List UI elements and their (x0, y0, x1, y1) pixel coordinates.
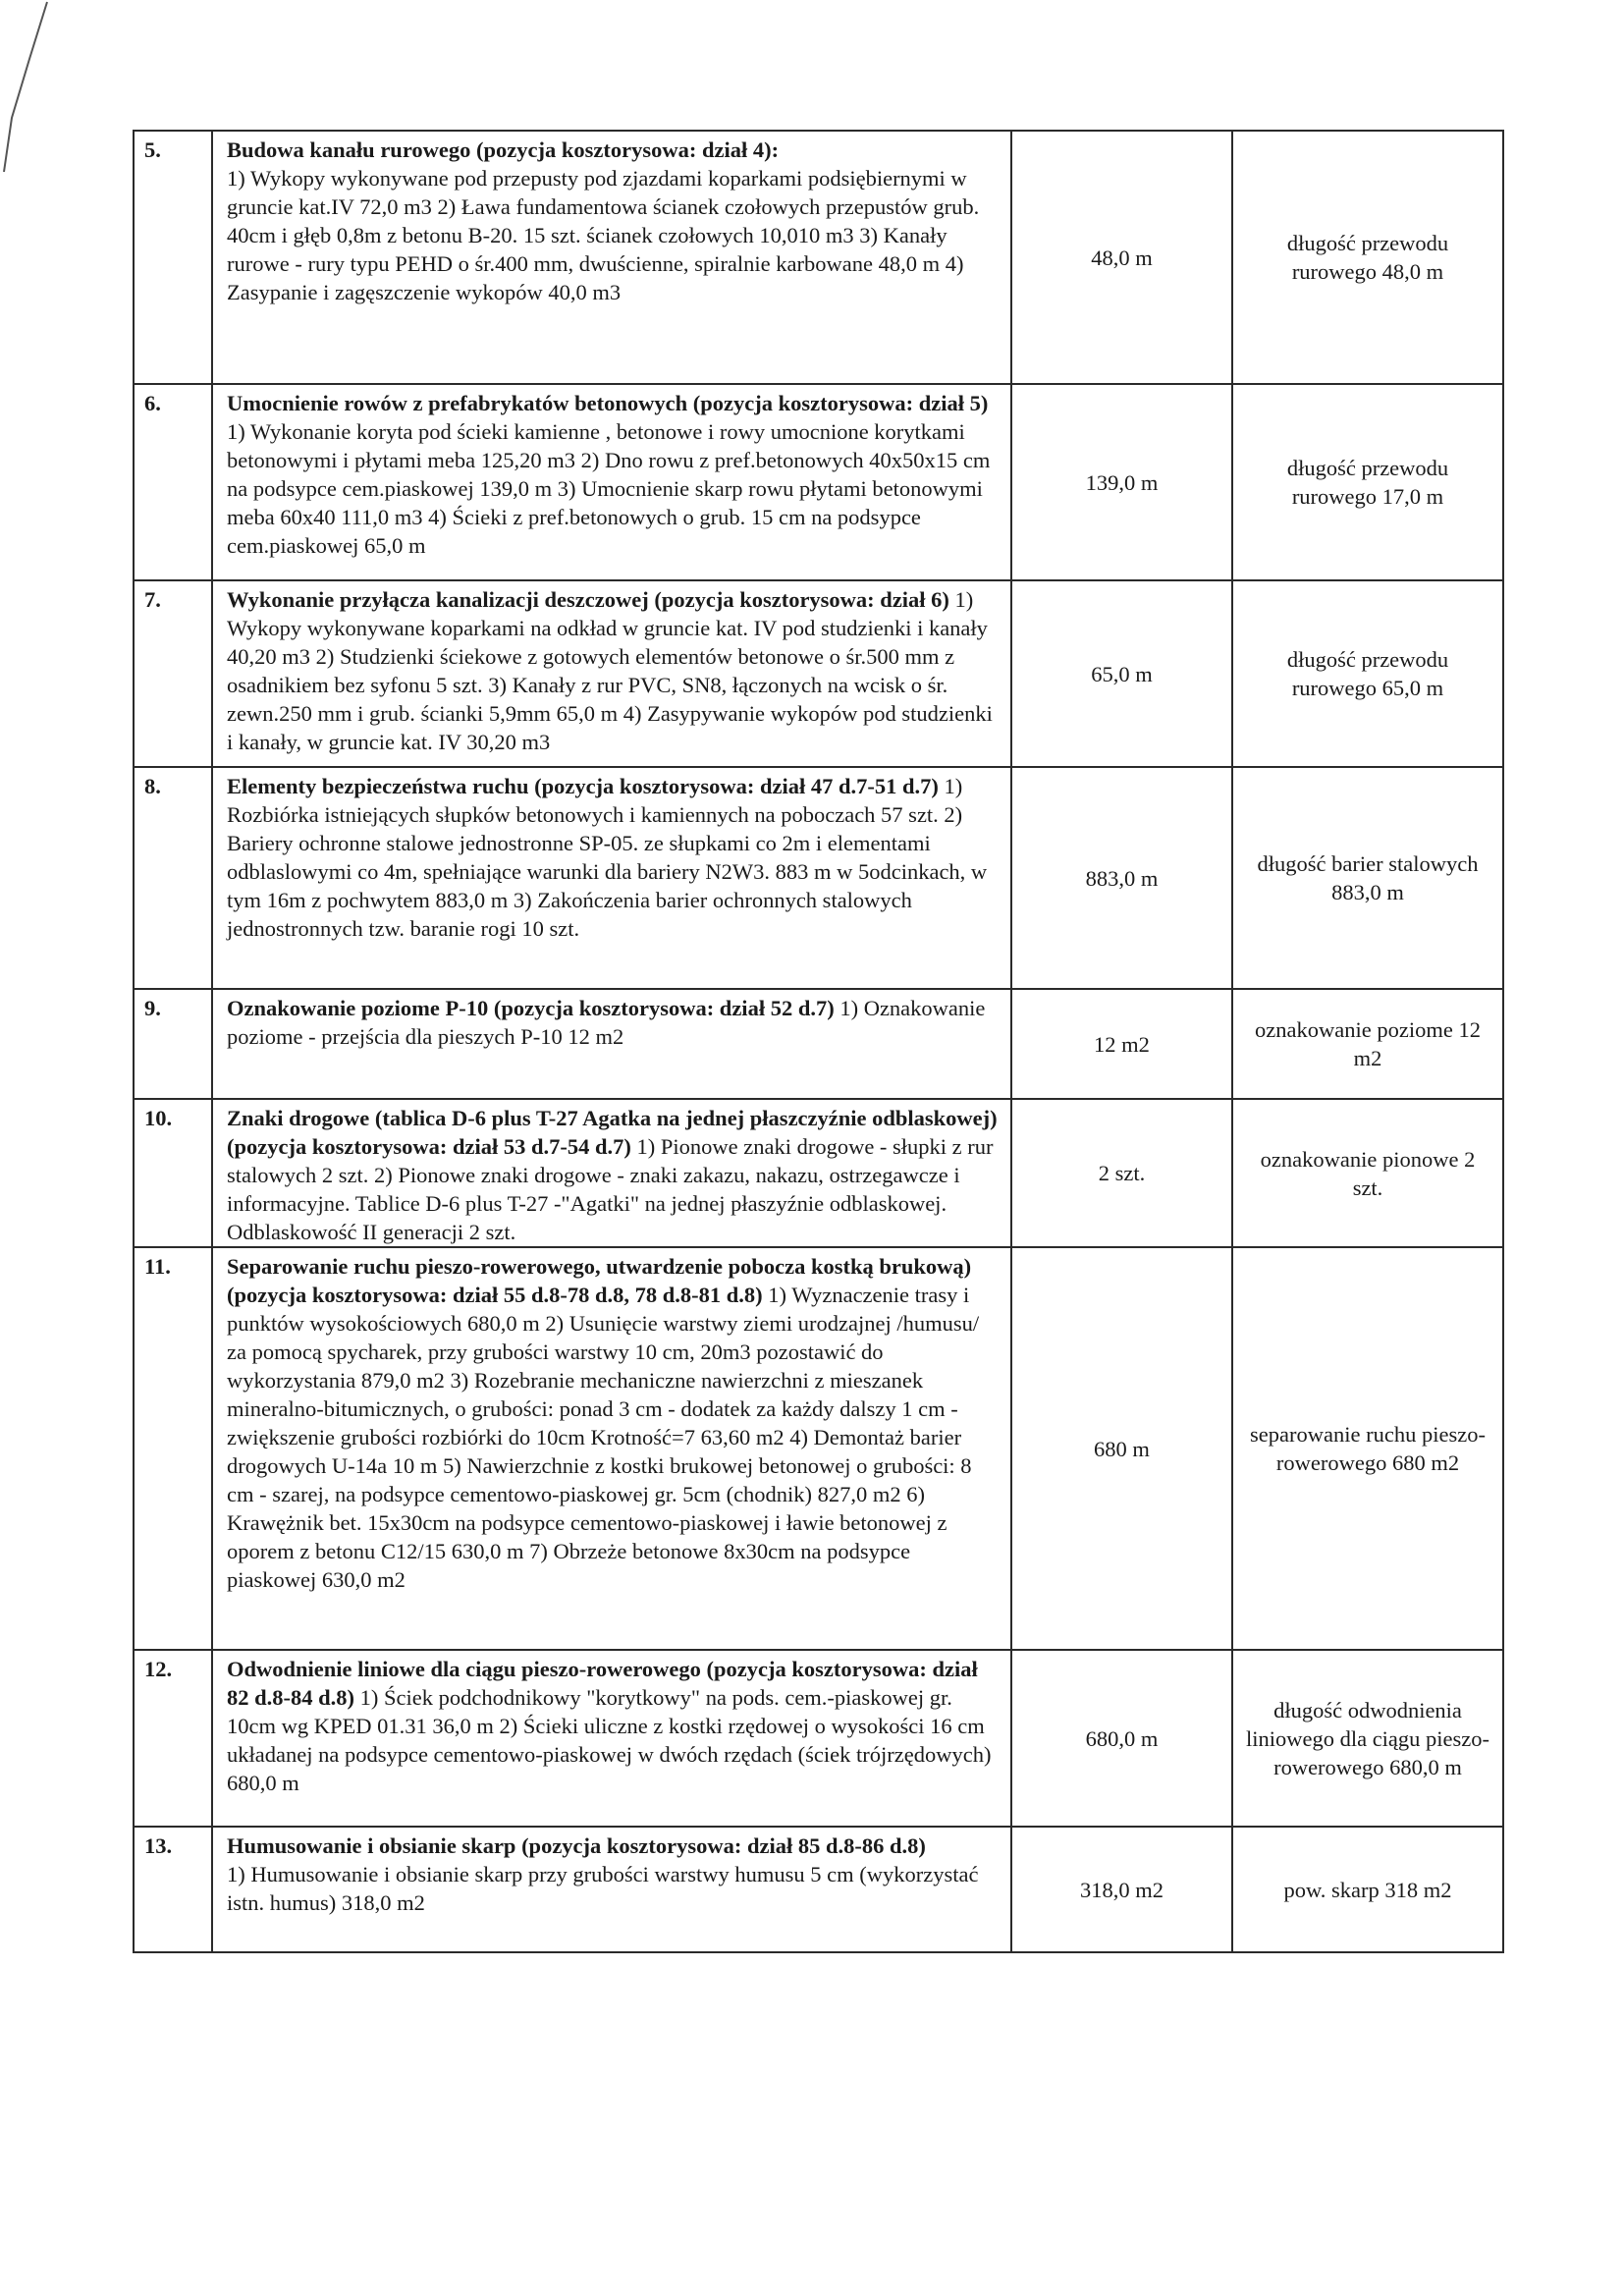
table-row (134, 131, 1503, 384)
row-quantity: 883,0 m (1011, 767, 1232, 989)
row-body: 1) Oznakowanie poziome - przejścia dla pieszych P-10 12 m2 (227, 996, 986, 1049)
row-quantity: 48,0 m (1011, 131, 1232, 384)
row-number: 13. (134, 1827, 212, 1952)
row-body: 1) Rozbiórka istniejących słupków betonowych i kamiennych na poboczach 57 szt. 2) Bariery ochronne stalowe jednostronne SP-05. ze słupkami co 2m i elementami odblaslowymi co 4m, spełniające warunki dla bariery N2W3. 883 m w 5odcinkach, w tym 16m z pochwytem 883,0 m 3) Zakończenia barier ochronnych stalowych jednostronnych tzw. baranie rogi 10 szt. (227, 774, 988, 941)
works-table (133, 130, 1504, 1953)
row-number: 12. (134, 1650, 212, 1827)
row-note: pow. skarp 318 m2 (1232, 1827, 1503, 1952)
row-quantity: 12 m2 (1011, 989, 1232, 1099)
row-body: 1) Pionowe znaki drogowe - słupki z rur stalowych 2 szt. 2) Pionowe znaki drogowe - znaki zakazu, nakazu, ostrzegawcze i informacyjne. Tablice D-6 plus T-27 -"Agatki" na jednej płaszyźnie odblaskowej. Odblaskowość II generacji 2 szt. (227, 1134, 994, 1244)
row-description (212, 580, 1011, 767)
row-number: 6. (134, 384, 212, 580)
row-description (212, 1827, 1011, 1952)
row-note: długość przewodu rurowego 48,0 m (1232, 131, 1503, 384)
row-quantity: 2 szt. (1011, 1099, 1232, 1247)
row-body: 1) Humusowanie i obsianie skarp przy grubości warstwy humusu 5 cm (wykorzystać istn. humus) 318,0 m2 (227, 1862, 979, 1915)
row-quantity: 680 m (1011, 1247, 1232, 1650)
row-title: Umocnienie rowów z prefabrykatów betonowych (pozycja kosztorysowa: dział 5) (227, 391, 989, 415)
row-note: oznakowanie pionowe 2 szt. (1232, 1099, 1503, 1247)
table-row (134, 1827, 1503, 1952)
row-description (212, 384, 1011, 580)
row-quantity: 318,0 m2 (1011, 1827, 1232, 1952)
row-note: długość przewodu rurowego 17,0 m (1232, 384, 1503, 580)
table-row (134, 384, 1503, 580)
row-number: 9. (134, 989, 212, 1099)
row-note: długość barier stalowych 883,0 m (1232, 767, 1503, 989)
row-quantity: 65,0 m (1011, 580, 1232, 767)
row-title: Budowa kanału rurowego (pozycja kosztorysowa: dział 4): (227, 137, 780, 162)
row-description (212, 131, 1011, 384)
row-title: Humusowanie i obsianie skarp (pozycja kosztorysowa: dział 85 d.8-86 d.8) (227, 1833, 926, 1858)
row-body: 1) Wykonanie koryta pod ścieki kamienne , betonowe i rowy umocnione korytkami betonowymi i płytami meba 125,20 m3 2) Dno rowu z pref.betonowych 40x50x15 cm na podsypce cem.piaskowej 139,0 m 3) Umocnienie skarp rowu płytami betonowymi meba 60x40 111,0 m3 4) Ścieki z pref.betonowych o grub. 15 cm na podsypce cem.piaskowej 65,0 m (227, 419, 991, 558)
row-number: 8. (134, 767, 212, 989)
table-row (134, 1099, 1503, 1247)
table-row (134, 1650, 1503, 1827)
row-title: Znaki drogowe (tablica D-6 plus T-27 Agatka na jednej płaszczyźnie odblaskowej) (pozycja kosztorysowa: dział 53 d.7-54 d.7) (227, 1106, 998, 1159)
row-quantity: 139,0 m (1011, 384, 1232, 580)
table-row (134, 767, 1503, 989)
row-description (212, 1099, 1011, 1247)
row-note: separowanie ruchu pieszo-rowerowego 680 m2 (1232, 1247, 1503, 1650)
table-row (134, 989, 1503, 1099)
scan-edge-mark (0, 0, 59, 196)
row-number: 11. (134, 1247, 212, 1650)
row-description (212, 989, 1011, 1099)
row-body: 1) Ściek podchodnikowy "korytkowy" na pods. cem.-piaskowej gr. 10cm wg KPED 01.31 36,0 m 2) Ścieki uliczne z kostki rzędowej o wysokości 16 cm układanej na podsypce cementowo-piaskowej w dwóch rzędach (ściek trójrzędowych) 680,0 m (227, 1685, 992, 1795)
row-title: Odwodnienie liniowe dla ciągu pieszo-rowerowego (pozycja kosztorysowa: dział 82 d.8-84 d.8) (227, 1657, 978, 1710)
row-note: długość przewodu rurowego 65,0 m (1232, 580, 1503, 767)
row-body: 1) Wyznaczenie trasy i punktów wysokościowych 680,0 m 2) Usunięcie warstwy ziemi urodzajnej /humusu/ za pomocą spycharek, przy grubości warstwy 10 cm, 20m3 pozostawić do wykorzystania 879,0 m2 3) Rozebranie mechaniczne nawierzchni z mieszanek mineralno-bitumicznych, o grubości: ponad 3 cm - dodatek za każdy dalszy 1 cm - zwiększenie grubości rozbiórki do 10cm Krotność=7 63,60 m2 4) Demontaż barier drogowych U-14a 10 m 5) Nawierzchnie z kostki brukowej betonowej o grubości: 8 cm - szarej, na podsypce cementowo-piaskowej gr. 5cm (chodnik) 827,0 m2 6) Krawężnik bet. 15x30cm na podsypce cementowo-piaskowej i ławie betonowej z oporem z betonu C12/15 630,0 m 7) Obrzeże betonowe 8x30cm na podsypce piaskowej 630,0 m2 (227, 1283, 980, 1592)
table-row (134, 580, 1503, 767)
row-description (212, 767, 1011, 989)
row-title: Wykonanie przyłącza kanalizacji deszczowej (pozycja kosztorysowa: dział 6) (227, 587, 949, 612)
row-description (212, 1650, 1011, 1827)
row-note: długość odwodnienia liniowego dla ciągu pieszo-rowerowego 680,0 m (1232, 1650, 1503, 1827)
row-number: 10. (134, 1099, 212, 1247)
row-number: 5. (134, 131, 212, 384)
row-number: 7. (134, 580, 212, 767)
row-title: Separowanie ruchu pieszo-rowerowego, utwardzenie pobocza kostką brukową) (pozycja kosztorysowa: dział 55 d.8-78 d.8, 78 d.8-81 d.8) (227, 1254, 972, 1307)
row-quantity: 680,0 m (1011, 1650, 1232, 1827)
table-row (134, 1247, 1503, 1650)
row-body: 1) Wykopy wykonywane koparkami na odkład w gruncie kat. IV pod studzienki i kanały 40,20 m3 2) Studzienki ściekowe z gotowych elementów betonowe o śr.500 mm z osadnikiem bez syfonu 5 szt. 3) Kanały z rur PVC, SN8, łączonych na wcisk o śr. zewn.250 mm i grub. ścianki 5,9mm 65,0 m 4) Zasypywanie wykopów pod studzienki i kanały, w gruncie kat. IV 30,20 m3 (227, 587, 993, 754)
row-title: Oznakowanie poziome P-10 (pozycja kosztorysowa: dział 52 d.7) (227, 996, 835, 1020)
row-note: oznakowanie poziome 12 m2 (1232, 989, 1503, 1099)
row-title: Elementy bezpieczeństwa ruchu (pozycja kosztorysowa: dział 47 d.7-51 d.7) (227, 774, 939, 798)
row-body: 1) Wykopy wykonywane pod przepusty pod zjazdami koparkami podsiębiernymi w gruncie kat.IV 72,0 m3 2) Ława fundamentowa ścianek czołowych przepustów grub. 40cm i głęb 0,8m z betonu B-20. 15 szt. ścianek czołowych 10,010 m3 3) Kanały rurowe - rury typu PEHD o śr.400 mm, dwuścienne, spiralnie karbowane 48,0 m 4) Zasypanie i zagęszczenie wykopów 40,0 m3 (227, 166, 980, 304)
row-description (212, 1247, 1011, 1650)
